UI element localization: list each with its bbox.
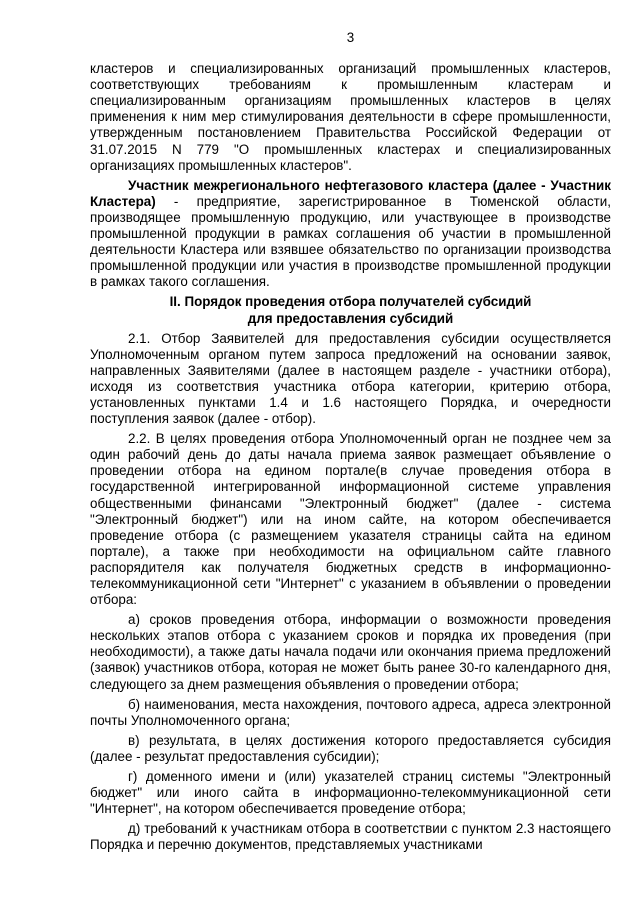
- clause-2-2-d: д) требований к участникам отбора в соответствии с пунктом 2.3 настоящего Порядка и перечню документов, представляемых участниками: [90, 821, 611, 853]
- section-title: [90, 294, 611, 326]
- paragraph-clusters-definition: кластеров и специализированных организаций промышленных кластеров, соответствующих требованиям к промышленным кластерам и специализированным организациям промышленных кластеров в целях применения к ним мер стимулирования деятельности в сфере промышленности, утвержденным постановлением Правительства Российской Федерации от 31.07.2015 N 779 "О промышленных кластерах и специализированных организациях промышленных кластеров".: [90, 61, 611, 173]
- clause-2-2-g: г) доменного имени и (или) указателей страниц системы "Электронный бюджет" или иного сайта в информационно-телекоммуникационной сети "Интернет", на котором обеспечивается проведение отбора;: [90, 769, 611, 817]
- section-title-line-1: II. Порядок проведения отбора получателей субсидий: [169, 294, 532, 310]
- paragraph-participant-definition: [90, 178, 611, 291]
- clause-2-2-b: б) наименования, места нахождения, почтового адреса, адреса электронной почты Уполномоченного органа;: [90, 696, 611, 728]
- clause-2-2: 2.2. В целях проведения отбора Уполномоченный орган не позднее чем за один рабочий день до даты начала приема заявок размещает объявление о проведении отбора на едином портале(в случае проведения отбора в государственной интегрированной информационной системе управления общественными финансами "Электронный бюджет" (далее - система "Электронный бюджет") или на ином сайте, на котором обеспечивается проведение отбора (с размещением указателя страницы сайта на едином портале), а также при необходимости на официальном сайте главного распорядителя как получателя бюджетных средств в информационно-телекоммуникационной сети "Интернет" с указанием в объявлении о проведении отбора:: [90, 431, 611, 608]
- clause-2-1: 2.1. Отбор Заявителей для предоставления субсидии осуществляется Уполномоченным органом путем запроса предложений на основании заявок, направленных Заявителями (далее в настоящем разделе - участники отбора), исходя из соответствия участника отбора категории, критерию отбора, установленных пунктами 1.4 и 1.6 настоящего Порядка, и очередности поступления заявок (далее - отбор).: [90, 330, 611, 427]
- clause-2-2-v: в) результата, в целях достижения которого предоставляется субсидия (далее - результат предоставления субсидии);: [90, 732, 611, 764]
- participant-definition: - предприятие, зарегистрированное в Тюменской области, производящее промышленную продукцию, или участвующее в производстве промышленной продукции в рамках соглашения об участии в промышленной деятельности Кластера или взявшее обязательство по организации производства промышленной продукции или участия в производстве промышленной продукции в рамках такого соглашения.: [90, 193, 611, 290]
- clause-2-2-a: а) сроков проведения отбора, информации о возможности проведения нескольких этапов отбора с указанием сроков и порядка их проведения (при необходимости), а также даты начала подачи или окончания приема предложений (заявок) участников отбора, которая не может быть ранее 30-го календарного дня, следующего за днем размещения объявления о проведении отбора;: [90, 612, 611, 692]
- page-number: 3: [346, 30, 355, 45]
- section-title-line-2: для предоставления субсидий: [247, 310, 454, 326]
- participant-term: Участник межрегионального нефтегазового кластера (далее - Участник Кластера): [90, 177, 611, 209]
